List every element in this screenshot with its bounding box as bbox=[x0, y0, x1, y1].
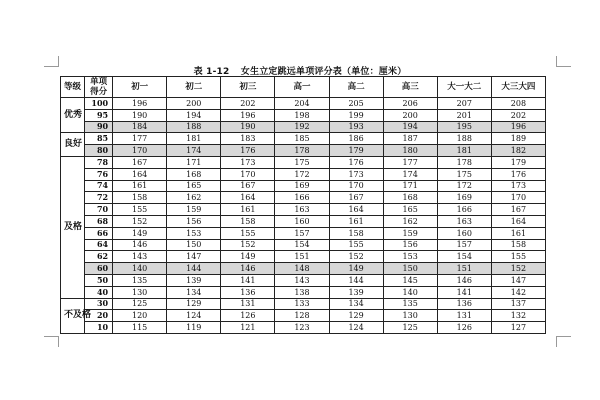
value-cell: 201 bbox=[437, 109, 491, 121]
value-cell: 170 bbox=[221, 168, 275, 180]
value-cell: 142 bbox=[491, 286, 545, 298]
value-cell: 149 bbox=[329, 263, 383, 275]
level-cell: 及格 bbox=[61, 156, 85, 298]
value-cell: 153 bbox=[383, 251, 437, 263]
value-cell: 160 bbox=[275, 215, 329, 227]
score-cell: 95 bbox=[85, 109, 113, 121]
value-cell: 205 bbox=[329, 98, 383, 110]
value-cell: 152 bbox=[113, 215, 167, 227]
value-cell: 125 bbox=[113, 298, 167, 310]
value-cell: 164 bbox=[113, 168, 167, 180]
value-cell: 132 bbox=[491, 310, 545, 322]
score-cell: 66 bbox=[85, 227, 113, 239]
level-cell: 良好 bbox=[61, 133, 85, 157]
value-cell: 155 bbox=[221, 227, 275, 239]
value-cell: 181 bbox=[437, 145, 491, 157]
value-cell: 154 bbox=[275, 239, 329, 251]
value-cell: 144 bbox=[329, 274, 383, 286]
value-cell: 179 bbox=[329, 145, 383, 157]
value-cell: 208 bbox=[491, 98, 545, 110]
value-cell: 196 bbox=[113, 98, 167, 110]
table-row bbox=[61, 109, 546, 121]
score-cell: 64 bbox=[85, 239, 113, 251]
value-cell: 171 bbox=[383, 180, 437, 192]
table-row bbox=[61, 227, 546, 239]
value-cell: 120 bbox=[113, 310, 167, 322]
value-cell: 202 bbox=[221, 98, 275, 110]
level-cell: 优秀 bbox=[61, 98, 85, 133]
value-cell: 130 bbox=[113, 286, 167, 298]
value-cell: 175 bbox=[275, 156, 329, 168]
margin-mark-bottom-right bbox=[556, 336, 571, 347]
table-row bbox=[61, 251, 546, 263]
header-level bbox=[61, 77, 85, 98]
value-cell: 133 bbox=[275, 298, 329, 310]
value-cell: 147 bbox=[167, 251, 221, 263]
score-cell: 30 bbox=[85, 298, 113, 310]
value-cell: 195 bbox=[437, 121, 491, 133]
value-cell: 178 bbox=[275, 145, 329, 157]
value-cell: 176 bbox=[329, 156, 383, 168]
value-cell: 129 bbox=[167, 298, 221, 310]
value-cell: 143 bbox=[113, 251, 167, 263]
margin-mark-bottom-left bbox=[44, 336, 59, 347]
score-cell: 68 bbox=[85, 215, 113, 227]
value-cell: 193 bbox=[329, 121, 383, 133]
value-cell: 162 bbox=[383, 215, 437, 227]
score-header-bottom: 得分 bbox=[90, 87, 108, 97]
value-cell: 163 bbox=[275, 204, 329, 216]
value-cell: 164 bbox=[329, 204, 383, 216]
value-cell: 138 bbox=[275, 286, 329, 298]
value-cell: 129 bbox=[329, 310, 383, 322]
value-cell: 154 bbox=[437, 251, 491, 263]
value-cell: 157 bbox=[275, 227, 329, 239]
table-number: 表 1-12 bbox=[193, 67, 230, 77]
value-cell: 152 bbox=[491, 263, 545, 275]
value-cell: 135 bbox=[113, 274, 167, 286]
header-row bbox=[61, 77, 546, 98]
value-cell: 146 bbox=[437, 274, 491, 286]
value-cell: 156 bbox=[383, 239, 437, 251]
value-cell: 185 bbox=[275, 133, 329, 145]
header-grade-3: 初三 bbox=[221, 77, 275, 98]
value-cell: 145 bbox=[383, 274, 437, 286]
value-cell: 150 bbox=[167, 239, 221, 251]
value-cell: 131 bbox=[437, 310, 491, 322]
table-row bbox=[61, 274, 546, 286]
score-cell: 78 bbox=[85, 156, 113, 168]
value-cell: 184 bbox=[113, 121, 167, 133]
score-cell: 50 bbox=[85, 274, 113, 286]
value-cell: 182 bbox=[491, 145, 545, 157]
value-cell: 127 bbox=[491, 322, 545, 334]
value-cell: 175 bbox=[437, 168, 491, 180]
table-row bbox=[61, 168, 546, 180]
value-cell: 162 bbox=[167, 192, 221, 204]
table-row bbox=[61, 121, 546, 133]
value-cell: 128 bbox=[275, 310, 329, 322]
value-cell: 173 bbox=[221, 156, 275, 168]
table-row bbox=[61, 98, 546, 110]
value-cell: 124 bbox=[329, 322, 383, 334]
value-cell: 155 bbox=[113, 204, 167, 216]
table-row bbox=[61, 263, 546, 275]
table-row bbox=[61, 286, 546, 298]
value-cell: 172 bbox=[275, 168, 329, 180]
score-header-top: 单项 bbox=[90, 77, 108, 87]
score-cell: 80 bbox=[85, 145, 113, 157]
score-table-body bbox=[61, 98, 546, 334]
value-cell: 177 bbox=[383, 156, 437, 168]
value-cell: 198 bbox=[275, 109, 329, 121]
value-cell: 150 bbox=[383, 263, 437, 275]
score-cell: 72 bbox=[85, 192, 113, 204]
value-cell: 158 bbox=[113, 192, 167, 204]
value-cell: 141 bbox=[221, 274, 275, 286]
header-grade-8: 大三大四 bbox=[491, 77, 545, 98]
value-cell: 134 bbox=[329, 298, 383, 310]
value-cell: 144 bbox=[167, 263, 221, 275]
header-grade-2: 初二 bbox=[167, 77, 221, 98]
value-cell: 165 bbox=[383, 204, 437, 216]
table-title: 女生立定跳远单项评分表（单位：厘米） bbox=[240, 67, 407, 77]
value-cell: 167 bbox=[221, 180, 275, 192]
value-cell: 137 bbox=[491, 298, 545, 310]
value-cell: 159 bbox=[167, 204, 221, 216]
score-cell: 60 bbox=[85, 263, 113, 275]
value-cell: 178 bbox=[437, 156, 491, 168]
value-cell: 149 bbox=[221, 251, 275, 263]
table-row bbox=[61, 145, 546, 157]
value-cell: 164 bbox=[221, 192, 275, 204]
header-grade-6: 高三 bbox=[383, 77, 437, 98]
header-grade-1: 初一 bbox=[113, 77, 167, 98]
score-cell: 70 bbox=[85, 204, 113, 216]
value-cell: 156 bbox=[167, 215, 221, 227]
value-cell: 139 bbox=[167, 274, 221, 286]
value-cell: 171 bbox=[167, 156, 221, 168]
table-row bbox=[61, 204, 546, 216]
value-cell: 170 bbox=[491, 192, 545, 204]
value-cell: 166 bbox=[275, 192, 329, 204]
value-cell: 190 bbox=[113, 109, 167, 121]
value-cell: 206 bbox=[383, 98, 437, 110]
value-cell: 168 bbox=[383, 192, 437, 204]
value-cell: 134 bbox=[167, 286, 221, 298]
value-cell: 121 bbox=[221, 322, 275, 334]
table-row bbox=[61, 133, 546, 145]
value-cell: 115 bbox=[113, 322, 167, 334]
value-cell: 158 bbox=[221, 215, 275, 227]
value-cell: 181 bbox=[167, 133, 221, 145]
value-cell: 170 bbox=[113, 145, 167, 157]
score-table bbox=[60, 76, 546, 334]
header-score bbox=[85, 77, 113, 98]
value-cell: 190 bbox=[221, 121, 275, 133]
value-cell: 141 bbox=[437, 286, 491, 298]
value-cell: 200 bbox=[167, 98, 221, 110]
value-cell: 125 bbox=[383, 322, 437, 334]
value-cell: 161 bbox=[113, 180, 167, 192]
value-cell: 202 bbox=[491, 109, 545, 121]
value-cell: 207 bbox=[437, 98, 491, 110]
value-cell: 177 bbox=[113, 133, 167, 145]
value-cell: 196 bbox=[221, 109, 275, 121]
table-row bbox=[61, 322, 546, 334]
value-cell: 172 bbox=[437, 180, 491, 192]
value-cell: 199 bbox=[329, 109, 383, 121]
value-cell: 152 bbox=[221, 239, 275, 251]
value-cell: 157 bbox=[437, 239, 491, 251]
table-row bbox=[61, 156, 546, 168]
value-cell: 163 bbox=[437, 215, 491, 227]
table-row bbox=[61, 298, 546, 310]
header-grade-7: 大一大二 bbox=[437, 77, 491, 98]
value-cell: 161 bbox=[329, 215, 383, 227]
value-cell: 158 bbox=[491, 239, 545, 251]
value-cell: 135 bbox=[383, 298, 437, 310]
value-cell: 159 bbox=[383, 227, 437, 239]
value-cell: 155 bbox=[329, 239, 383, 251]
value-cell: 124 bbox=[167, 310, 221, 322]
value-cell: 146 bbox=[113, 239, 167, 251]
value-cell: 196 bbox=[491, 121, 545, 133]
value-cell: 192 bbox=[275, 121, 329, 133]
value-cell: 130 bbox=[383, 310, 437, 322]
value-cell: 146 bbox=[221, 263, 275, 275]
value-cell: 143 bbox=[275, 274, 329, 286]
value-cell: 204 bbox=[275, 98, 329, 110]
table-row bbox=[61, 239, 546, 251]
value-cell: 167 bbox=[491, 204, 545, 216]
value-cell: 136 bbox=[221, 286, 275, 298]
value-cell: 140 bbox=[113, 263, 167, 275]
value-cell: 179 bbox=[491, 156, 545, 168]
value-cell: 188 bbox=[167, 121, 221, 133]
value-cell: 131 bbox=[221, 298, 275, 310]
value-cell: 155 bbox=[491, 251, 545, 263]
value-cell: 173 bbox=[329, 168, 383, 180]
value-cell: 174 bbox=[383, 168, 437, 180]
value-cell: 136 bbox=[437, 298, 491, 310]
value-cell: 165 bbox=[167, 180, 221, 192]
value-cell: 180 bbox=[383, 145, 437, 157]
value-cell: 189 bbox=[491, 133, 545, 145]
header-grade-5: 高二 bbox=[329, 77, 383, 98]
value-cell: 176 bbox=[221, 145, 275, 157]
value-cell: 166 bbox=[437, 204, 491, 216]
value-cell: 140 bbox=[383, 286, 437, 298]
table-row bbox=[61, 310, 546, 322]
value-cell: 158 bbox=[329, 227, 383, 239]
value-cell: 183 bbox=[221, 133, 275, 145]
table-row bbox=[61, 192, 546, 204]
value-cell: 186 bbox=[329, 133, 383, 145]
value-cell: 126 bbox=[221, 310, 275, 322]
value-cell: 147 bbox=[491, 274, 545, 286]
value-cell: 194 bbox=[167, 109, 221, 121]
value-cell: 173 bbox=[491, 180, 545, 192]
value-cell: 167 bbox=[113, 156, 167, 168]
value-cell: 126 bbox=[437, 322, 491, 334]
value-cell: 149 bbox=[113, 227, 167, 239]
score-cell: 76 bbox=[85, 168, 113, 180]
value-cell: 169 bbox=[437, 192, 491, 204]
score-cell: 90 bbox=[85, 121, 113, 133]
value-cell: 139 bbox=[329, 286, 383, 298]
level-header-label: 等级 bbox=[64, 82, 82, 92]
value-cell: 160 bbox=[437, 227, 491, 239]
value-cell: 161 bbox=[491, 227, 545, 239]
value-cell: 168 bbox=[167, 168, 221, 180]
value-cell: 123 bbox=[275, 322, 329, 334]
score-cell: 10 bbox=[85, 322, 113, 334]
value-cell: 169 bbox=[275, 180, 329, 192]
value-cell: 164 bbox=[491, 215, 545, 227]
value-cell: 167 bbox=[329, 192, 383, 204]
value-cell: 188 bbox=[437, 133, 491, 145]
table-row bbox=[61, 180, 546, 192]
value-cell: 119 bbox=[167, 322, 221, 334]
value-cell: 151 bbox=[437, 263, 491, 275]
header-grade-4: 高一 bbox=[275, 77, 329, 98]
value-cell: 148 bbox=[275, 263, 329, 275]
value-cell: 152 bbox=[329, 251, 383, 263]
value-cell: 200 bbox=[383, 109, 437, 121]
score-cell: 20 bbox=[85, 310, 113, 322]
value-cell: 176 bbox=[491, 168, 545, 180]
score-cell: 74 bbox=[85, 180, 113, 192]
value-cell: 170 bbox=[329, 180, 383, 192]
score-cell: 62 bbox=[85, 251, 113, 263]
value-cell: 151 bbox=[275, 251, 329, 263]
value-cell: 174 bbox=[167, 145, 221, 157]
score-cell: 85 bbox=[85, 133, 113, 145]
value-cell: 153 bbox=[167, 227, 221, 239]
value-cell: 161 bbox=[221, 204, 275, 216]
level-cell: 不及格 bbox=[61, 298, 85, 333]
table-row bbox=[61, 215, 546, 227]
value-cell: 194 bbox=[383, 121, 437, 133]
score-cell: 40 bbox=[85, 286, 113, 298]
value-cell: 187 bbox=[383, 133, 437, 145]
score-cell: 100 bbox=[85, 98, 113, 110]
